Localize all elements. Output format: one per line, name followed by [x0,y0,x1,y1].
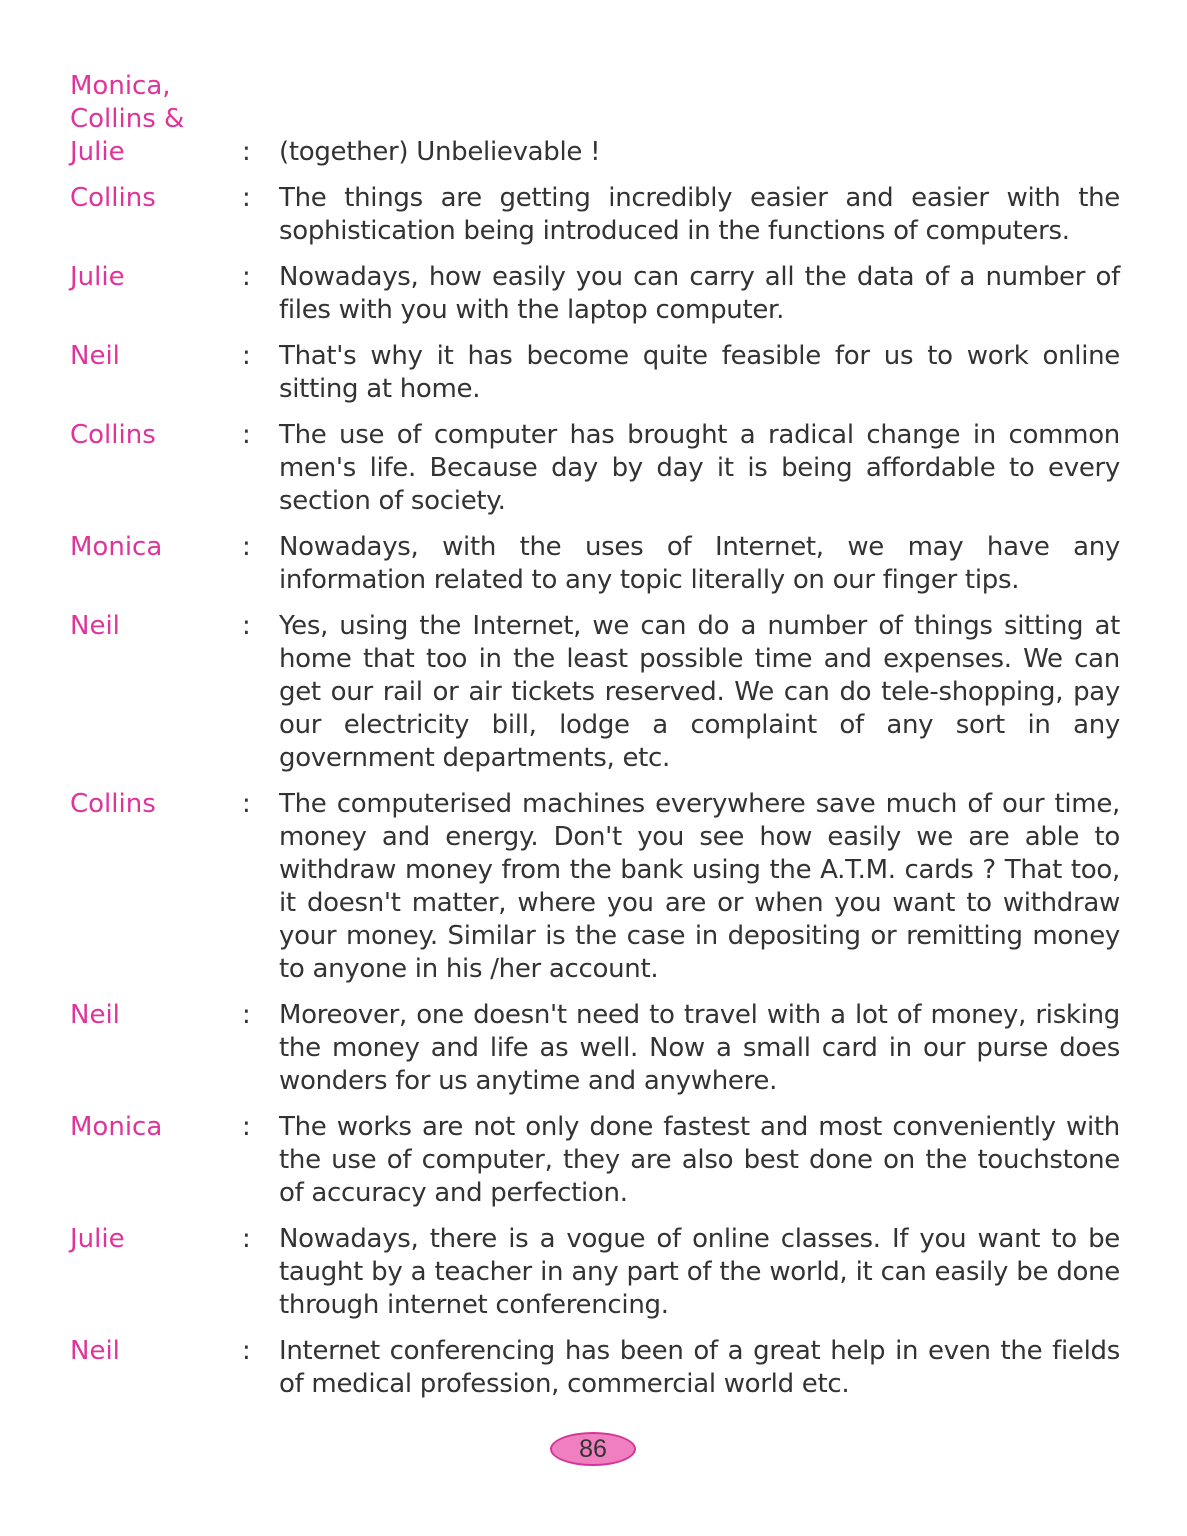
speaker-name: Julie [70,1224,125,1254]
speaker-name: Monica [70,532,163,562]
dialogue-line: Moreover, one doesn't need to travel with a lot of money, risking the money and life as well. Now a small card in our purse does wonders for us anytime and anywhere. [279,1000,1120,1096]
colon-separator: : [242,262,251,292]
dialogue-line: Nowadays, there is a vogue of online classes. If you want to be taught by a teacher in any part of the world, it can easily be done through internet conferencing. [279,1224,1120,1320]
colon-separator: : [242,420,251,450]
dialogue-entry [70,70,1120,169]
dialogue-entry [70,531,1120,597]
speaker-name: Neil [70,341,120,371]
colon-separator: : [242,183,251,213]
colon-separator: : [242,1224,251,1254]
page-number-badge: 86 [550,1432,636,1466]
colon-separator: : [242,341,251,371]
dialogue-line: Nowadays, how easily you can carry all the data of a number of files with you with the laptop computer. [279,262,1120,325]
dialogue-line: The works are not only done fastest and most conveniently with the use of computer, they are also best done on the touchstone of accuracy and perfection. [279,1112,1120,1208]
colon-separator: : [242,137,251,167]
dialogue-line: That's why it has become quite feasible for us to work online sitting at home. [279,341,1120,404]
dialogue-page [70,70,1120,1414]
dialogue-entry [70,340,1120,406]
colon-separator: : [242,1336,251,1366]
colon-separator: : [242,1112,251,1142]
dialogue-entry [70,1335,1120,1401]
speaker-name: Neil [70,611,120,641]
speaker-name: Collins [70,420,156,450]
speaker-name: Monica, Collins & Julie [70,71,185,167]
dialogue-line: Nowadays, with the uses of Internet, we may have any information related to any topic literally on our finger tips. [279,532,1120,595]
speaker-name: Collins [70,183,156,213]
colon-separator: : [242,532,251,562]
dialogue-entry [70,182,1120,248]
dialogue-entry [70,999,1120,1098]
colon-separator: : [242,611,251,641]
speaker-name: Monica [70,1112,163,1142]
dialogue-line: The use of computer has brought a radical change in common men's life. Because day by day it is being affordable to every section of society. [279,420,1120,516]
dialogue-entry [70,788,1120,986]
speaker-name: Neil [70,1000,120,1030]
speaker-name: Julie [70,262,125,292]
speaker-name: Neil [70,1336,120,1366]
dialogue-line: (together) Unbelievable ! [279,137,601,167]
dialogue-line: Yes, using the Internet, we can do a number of things sitting at home that too in the least possible time and expenses. We can get our rail or air tickets reserved. We can do tele-shopping, pay our electricity bill, lodge a complaint of any sort in any government departments, etc. [279,611,1120,773]
speaker-name: Collins [70,789,156,819]
dialogue-entry [70,261,1120,327]
dialogue-entry [70,419,1120,518]
dialogue-line: The things are getting incredibly easier and easier with the sophistication being introduced in the functions of computers. [279,183,1120,246]
dialogue-line: The computerised machines everywhere save much of our time, money and energy. Don't you see how easily we are able to withdraw money from the bank using the A.T.M. cards ? That too, it doesn't matter, where you are or when you want to withdraw your money. Similar is the case in depositing or remitting money to anyone in his /her account. [279,789,1120,984]
dialogue-line: Internet conferencing has been of a great help in even the fields of medical profession, commercial world etc. [279,1336,1120,1399]
colon-separator: : [242,1000,251,1030]
colon-separator: : [242,789,251,819]
dialogue-entry [70,1223,1120,1322]
dialogue-entry [70,610,1120,775]
dialogue-entry [70,1111,1120,1210]
